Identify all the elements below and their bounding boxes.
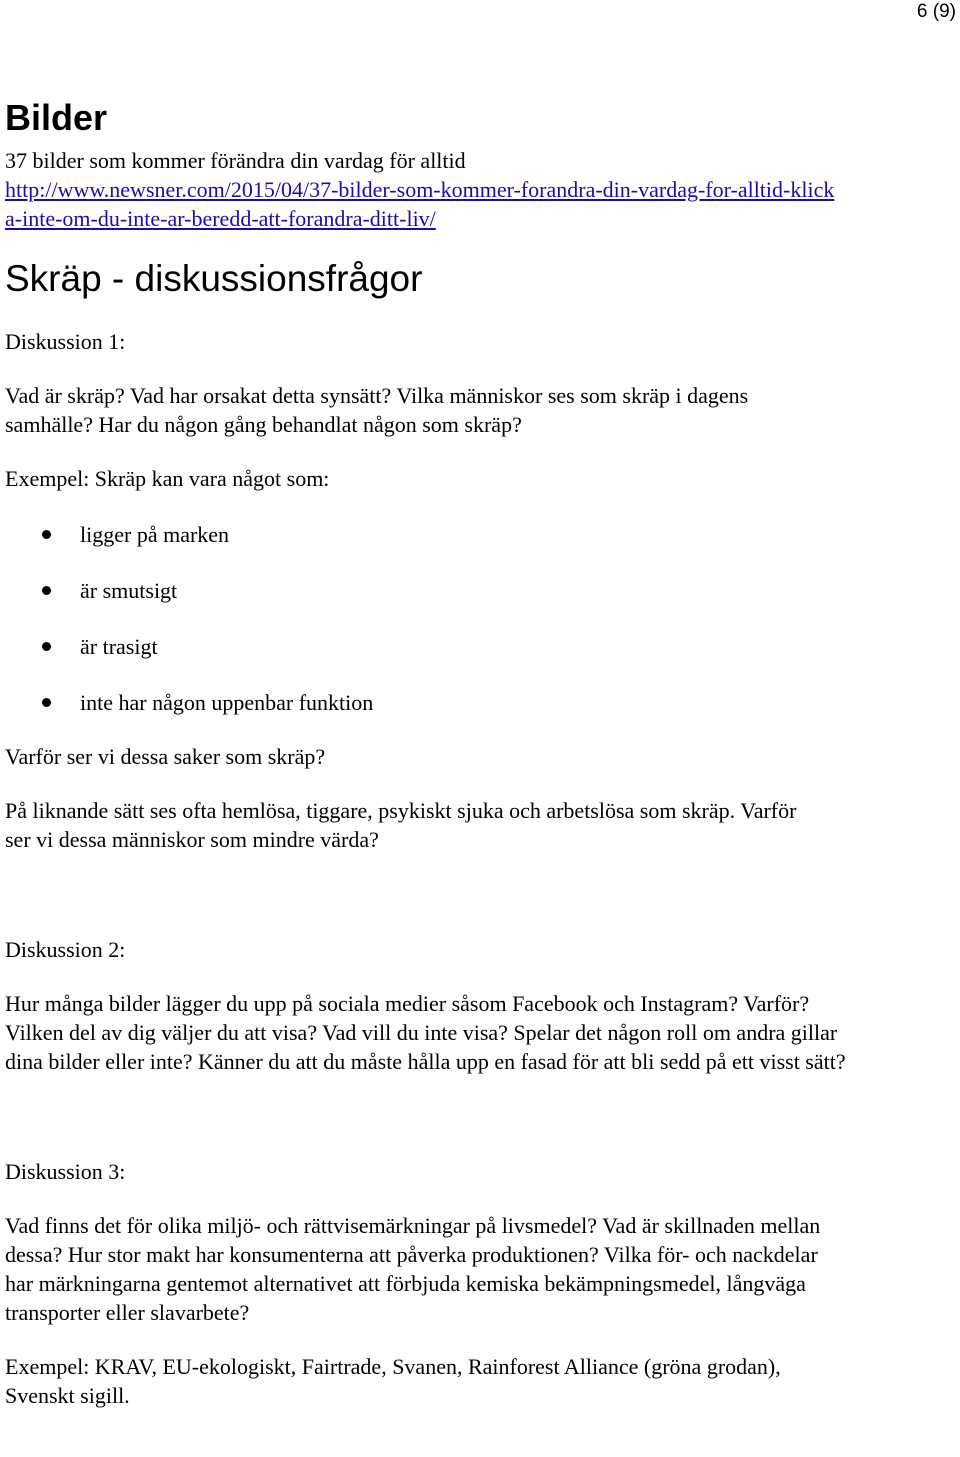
list-item: är smutsigt <box>5 576 945 605</box>
page-number: 6 (9) <box>916 1 956 22</box>
discussion-1-question-2: Varför ser vi dessa saker som skräp? <box>5 744 326 769</box>
discussion-3-example: Exempel: KRAV, EU-ekologiskt, Fairtrade, Svanen, Rainforest Alliance (gröna grodan), Svenskt sigill. <box>5 1354 781 1408</box>
list-item: inte har någon uppenbar funktion <box>5 688 945 717</box>
bullet-icon <box>42 698 51 707</box>
discussion-2-heading: Diskussion 2: <box>5 937 126 962</box>
bullet-icon <box>42 530 51 539</box>
bullet-icon <box>42 642 51 651</box>
discussion-3-text: Vad finns det för olika miljö- och rättvisemärkningar på livsmedel? Vad är skillnaden mellan dessa? Hur stor makt har konsumenterna att påverka produktionen? Vilka för- och nackdelar har märkningarna gentemot alternativet att förbjuda kemiska bekämpningsmedel, långväga transporter eller slavarbete? <box>5 1213 821 1325</box>
discussion-1-heading: Diskussion 1: <box>5 329 126 354</box>
source-link[interactable]: http://www.newsner.com/2015/04/37-bilder-som-kommer-forandra-din-vardag-for-alltid-klicka-inte-om-du-inte-ar-beredd-att-forandra-ditt-liv/ <box>5 177 835 231</box>
discussion-1-example-intro: Exempel: Skräp kan vara något som: <box>5 466 330 491</box>
discussion-1-bullet-list <box>5 520 945 717</box>
discussion-2-text: Hur många bilder lägger du upp på sociala medier såsom Facebook och Instagram? Varför? Vilken del av dig väljer du att visa? Vad vill du inte visa? Spelar det någon roll om andra gillar dina bilder eller inte? Känner du att du måste hålla upp en fasad för att bli sedd på ett visst sätt? <box>5 991 846 1074</box>
discussion-3-heading: Diskussion 3: <box>5 1159 126 1184</box>
page-title: Bilder <box>5 97 108 138</box>
discussion-1-question-3: På liknande sätt ses ofta hemlösa, tiggare, psykiskt sjuka och arbetslösa som skräp. Varför ser vi dessa människor som mindre värda? <box>5 798 797 852</box>
document-body <box>5 96 945 1410</box>
subtitle: 37 bilder som kommer förändra din vardag för alltid <box>5 148 466 173</box>
list-item: är trasigt <box>5 632 945 661</box>
section-title: Skräp - diskussionsfrågor <box>5 258 423 299</box>
bullet-icon <box>42 586 51 595</box>
list-item: ligger på marken <box>5 520 945 549</box>
discussion-1-question: Vad är skräp? Vad har orsakat detta synsätt? Vilka människor ses som skräp i dagens samhälle? Har du någon gång behandlat någon som skräp? <box>5 383 749 437</box>
